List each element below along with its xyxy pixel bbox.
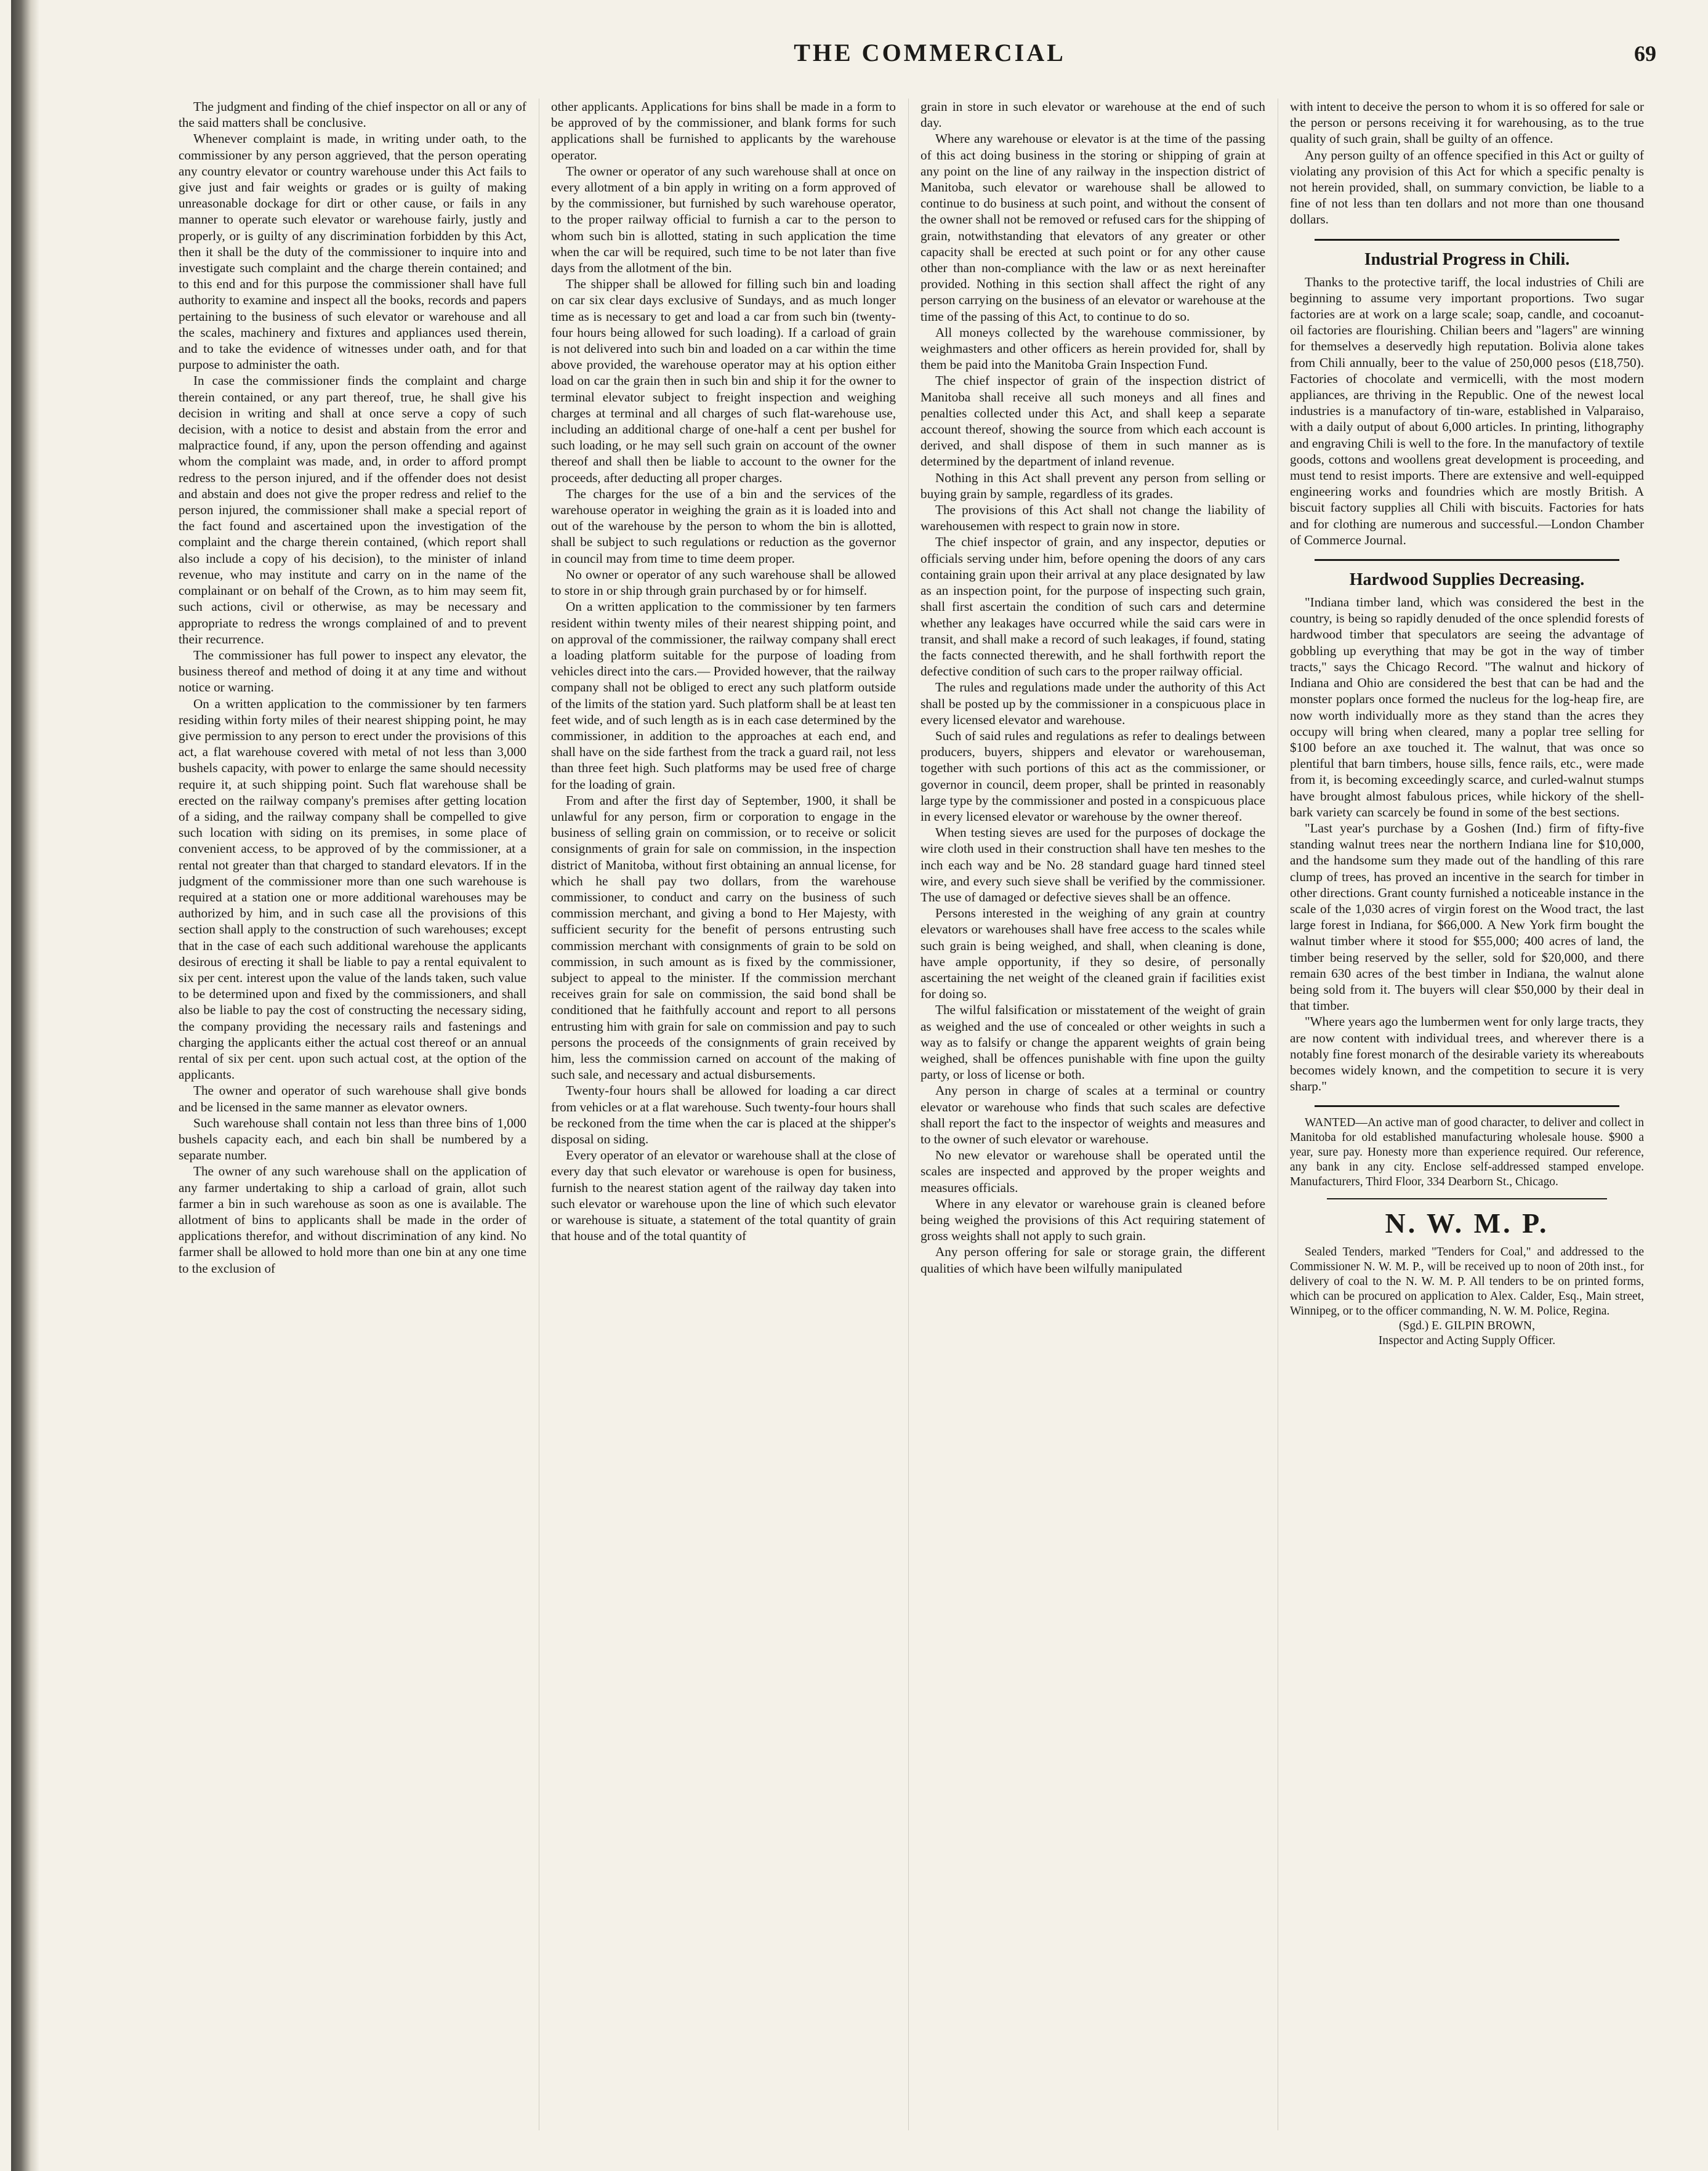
column-1 <box>179 99 526 2143</box>
paragraph: On a written application to the commissioner by ten farmers resident within twenty miles of their nearest shipping point, and on approval of the commissioner, the railway company shall erect a loading platform suitable for the purpose of loading from vehicles direct into the cars.— Provided however, that the railway company shall not be obliged to erect any such platform outside of the limits of the station yard. Such platform shall be at least ten feet wide, and of such length as is in each case determined by the commissioner, in addition to the approaches at each end, and shall have on the side farthest from the track a guard rail, not less than three feet high. Such platforms may be used free of charge for the loading of grain. <box>551 599 896 792</box>
paragraph: "Last year's purchase by a Goshen (Ind.) firm of fifty-five standing walnut trees near the northern Indiana line for $10,000, and the handsome sum they made out of the handling of this rare clump of trees, has proved an incentive in the search for timber in other directions. Grant county furnished a noticeable instance in the scale of the 1,030 acres of virgin forest on the Wood tract, the last large forest in Indiana, for $66,000. A New York firm bought the walnut timber where it stood for $55,000; 400 acres of land, the timber being reserved by the seller, sold for $20,000, and there remain 630 acres of the best timber in Indiana, the walnut alone being sold from it. The buyers will clear $50,000 by their deal in that timber. <box>1290 820 1644 1013</box>
paragraph: with intent to deceive the person to whom it is so offered for sale or the person or persons receiving it for warehousing, as to the true quality of such grain, shall be guilty of an offence. <box>1290 99 1644 147</box>
paragraph: other applicants. Applications for bins shall be made in a form to be approved of by the commissioner, and blank forms for such applications shall be furnished to applicants by the warehouse operator. <box>551 99 896 163</box>
paragraph: Nothing in this Act shall prevent any person from selling or buying grain by sample, regardless of its grades. <box>920 470 1265 501</box>
nwmp-heading: N. W. M. P. <box>1385 1207 1549 1239</box>
column-3 <box>920 99 1265 2143</box>
paragraph: All moneys collected by the warehouse commissioner, by weighmasters and other officers as herein provided for, shall by them be paid into the Manitoba Grain Inspection Fund. <box>920 324 1265 373</box>
masthead-title: THE COMMERCIAL <box>794 39 1066 66</box>
paragraph: The rules and regulations made under the authority of this Act shall be posted up by the commissioner in a conspicuous place in every licensed elevator and warehouse. <box>920 680 1265 727</box>
paragraph: The owner and operator of such warehouse shall give bonds and be licensed in the same manner as elevator owners. <box>179 1083 526 1114</box>
paragraph: When testing sieves are used for the purposes of dockage the wire cloth used in their construction shall have ten meshes to the inch each way and be No. 28 standard guage hard tinned steel wire, and every such sieve shall be verified by the commissioner. The use of damaged or defective sieves shall be an offence. <box>920 825 1265 904</box>
paragraph: "Where years ago the lumbermen went for only large tracts, they are now content with individual trees, and wherever there is a notably fine forest monarch of the desirable variety its whereabouts becomes widely known, and the competition to secure it is very sharp." <box>1290 1014 1644 1094</box>
paragraph: The chief inspector of grain of the inspection district of Manitoba shall receive all such moneys and all fines and penalties collected under this Act, and shall keep a separate account thereof, showing the source from which each account is derived, and shall dispose of them in such manner as is determined by the department of inland revenue. <box>920 373 1265 469</box>
paragraph: grain in store in such elevator or warehouse at the end of such day. <box>920 99 1265 131</box>
paragraph: Such of said rules and regulations as refer to dealings between producers, buyers, shippers and elevator or warehouseman, together with such portions of this act as the commissioner, or governor in council, deem proper, shall be printed in reasonably large type by the commissioner and posted in a conspicuous place in every licensed elevator or warehouse by the owner thereof. <box>920 728 1265 824</box>
nwmp-tender-notice: Sealed Tenders, marked "Tenders for Coal," and addressed to the Commissioner N. W. M. P., will be received up to noon of 20th inst., for delivery of coal to the N. W. M. P. All tenders to be on printed forms, which can be procured on application to Alex. Calder, Esq., Main street, Winnipeg, or to the officer commanding, N. W. M. Police, Regina. <box>1290 1246 1644 1318</box>
paragraph: No new elevator or warehouse shall be operated until the scales are inspected and approved by the proper weights and measures officials. <box>920 1148 1265 1195</box>
scanned-page-edge <box>11 0 39 2171</box>
paragraph: The owner or operator of any such warehouse shall at once on every allotment of a bin apply in writing on a form approved of by the commissioner, but furnished by such warehouse operator, to the proper railway official to furnish a car to the person to whom such bin is allotted, stating in such application the time when the car will be required, such time to be not later than five days from the allotment of the bin. <box>551 163 896 276</box>
paragraph: On a written application to the commissioner by ten farmers residing within forty miles of their nearest shipping point, he may give permission to any person to erect under the provisions of this act, a flat warehouse covered with metal of not less than 3,000 bushels capacity, with power to enlarge the same should necessity require it, at such shipping point. Such flat warehouse shall be erected on the railway company's premises after getting location of a siding, and the railway company shall be compelled to give such location with siding on its premises, in some place of convenient access, to be approved of by the commissioner, at a rental not greater than that charged to standard elevators. If in the judgment of the commissioner more than one such warehouse is required at a station one or more additional warehouses may be authorized by him, and in such case all the provisions of this section shall apply to the construction of such warehouses; except that in the case of each such additional warehouse the applicants desirous of erecting it shall be liable to pay a rental equivalent to six per cent. interest upon the value of the lands taken, such value to be determined upon and fixed by the commissioners, and shall also be liable to pay the cost of constructing the necessary siding, the company providing the necessary rails and fastenings and charging the applicants either the actual cost thereof or an annual rental of six per cent. upon such actual cost, at the option of the applicants. <box>179 696 526 1082</box>
paragraph: Any person in charge of scales at a terminal or country elevator or warehouse who finds that such scales are defective shall report the fact to the inspector of weights and measures and to the owner of such elevator or warehouse. <box>920 1083 1265 1146</box>
wanted-advertisement: WANTED—An active man of good character, to deliver and collect in Manitoba for old established manufacturing wholesale house. $900 a year, sure pay. Honesty more than experience required. Our reference, any bank in any city. Enclose self-addressed stamped envelope. Manufacturers, Third Floor, 334 Dearborn St., Chicago. <box>1290 1116 1644 1189</box>
paragraph: Any person guilty of an offence specified in this Act or guilty of violating any provision of this Act for which a specific penalty is not herein provided, shall, on summary conviction, be liable to a fine of not less than ten dollars and not more than one thousand dollars. <box>1290 147 1644 227</box>
paragraph: Where any warehouse or elevator is at the time of the passing of this act doing business in the storing or shipping of grain at any point on the line of any railway in the inspection district of Manitoba, such elevator or warehouse shall be allowed to continue to do business at such point, and without the consent of the owner shall not be removed or refused cars for the shipping of grain, notwithstanding that elevators of any greater or other capacity shall be erected at such point or for any other cause other than non-compliance with the law or as next hereinafter provided. Nothing in this section shall affect the right of any person carrying on the business of an elevator or warehouse at the time of the passing of this Act, to continue to do so. <box>920 131 1265 324</box>
paragraph: Such warehouse shall contain not less than three bins of 1,000 bushels capacity each, and each bin shall be numbered by a separate number. <box>179 1115 526 1163</box>
paragraph: In case the commissioner finds the complaint and charge therein contained, or any part thereof, true, he shall give his decision in writing and shall at once serve a copy of such decision, with a notice to desist and abstain from the error and malpractice found, if any, upon the person offending and against whom the complaint was made, and, in order to afford prompt redress to the person injured, and if the offender does not desist and abstain and does not give the proper redress and relief to the person injured, the commissioner shall make a special report of the fact found and ascertained upon the investigation of the complaint and the charge therein contained, (which report shall also include a copy of his decision), to the minister of inland revenue, who may institute and carry on in the name of the complainant or on behalf of the Crown, as to him may seem fit, such actions, civil or otherwise, as may be necessary and appropriate to redress the wrongs complained of and to prevent their recurrence. <box>179 373 526 646</box>
page-number: 69 <box>1634 41 1656 66</box>
paragraph: Twenty-four hours shall be allowed for loading a car direct from vehicles or at a flat warehouse. Such twenty-four hours shall be reckoned from the time when the car is placed at the shipper's disposal on siding. <box>551 1083 896 1146</box>
section-rule <box>1327 1198 1607 1199</box>
paragraph: The provisions of this Act shall not change the liability of warehousemen with respect to grain now in store. <box>920 502 1265 534</box>
article-heading-chili: Industrial Progress in Chili. <box>1364 249 1570 269</box>
article-body-chili: Thanks to the protective tariff, the local industries of Chili are beginning to assume very important proportions. Two sugar factories are at work on a large scale; soap, candle, and cocoanut-oil factories are flourishing. Chilian beers and "lagers" are winning for themselves a deservedly high reputation. Bolivia alone takes from Chili annually, beer to the value of 250,000 pesos (£18,750). Factories of chocolate and vermicelli, with the most modern appliances, are thriving in the Republic. One of the newest local industries is a manufactory of tin-ware, established in Valparaiso, with a daily output of about 6,000 articles. In printing, lithography and engraving Chili is well to the fore. In the manufactory of textile goods, cottons and woollens great development is proceeding, and must tend to resist imports. There are extensive and well-equipped engineering works and foundries which are mostly British. A biscuit factory supplies all Chili with biscuits. Factories for hats and for clothing are numerous and successful.—London Chamber of Commerce Journal. <box>1290 274 1644 547</box>
paragraph: "Indiana timber land, which was considered the best in the country, is being so rapidly denuded of the once splendid forests of hardwood timber that speculators are seeing the advantage of gobbling up everything that may be got in the way of timber tracts," says the Chicago Record. "The walnut and hickory of Indiana and Ohio are considered the best that can be had and the monster poplars once formed the nucleus for the log-heap fire, are now worth individually more as they stand than the acres they occupy will bring when cleared, many a poplar tree selling for $100 before an axe touched it. The walnut, that was once so plentiful that barn timbers, house sills, fence rails, etc., were made from it, is becoming exceedingly scarce, and curled-walnut stumps have brought almost fabulous prices, while hickory of the shell-bark variety can scarcely be found in some of the best sections. <box>1290 595 1644 820</box>
paragraph: The chief inspector of grain, and any inspector, deputies or officials serving under him, before opening the doors of any cars containing grain upon their arrival at any place designated by law as an inspection point, for the purpose of inspecting such grain, shall first ascertain the condition of such cars and determine whether any leakages have occurred while the said cars were in transit, and shall make a record of such leakages, if found, stating the facts connected therewith, and he shall forthwith report the defective condition of such cars to the proper railway official. <box>920 534 1265 679</box>
paragraph: The charges for the use of a bin and the services of the warehouse operator in weighing the grain as it is loaded into and out of the warehouse by the person to whom the bin is allotted, shall be subject to such regulations or reduction as the governor in council may from time to time deem proper. <box>551 486 896 566</box>
paragraph: Any person offering for sale or storage grain, the different qualities of which have been wilfully manipulated <box>920 1244 1265 1276</box>
paragraph: The judgment and finding of the chief inspector on all or any of the said matters shall be conclusive. <box>179 99 526 131</box>
paragraph: The wilful falsification or misstatement of the weight of grain as weighed and the use of concealed or other weights in such a way as to falsify or change the apparent weights of grain being weighed, shall be offences punishable with fine upon the guilty party, or loss of license or both. <box>920 1002 1265 1082</box>
paragraph: Whenever complaint is made, in writing under oath, to the commissioner by any person aggrieved, that the person operating any country elevator or country warehouse under this Act fails to give just and fair weights or grades or is guilty of making unreasonable dockage for dirt or other cause, or fails in any manner to operate such elevator or warehouse fairly, justly and properly, or is guilty of any discrimination forbidden by this Act, then it shall be the duty of the commissioner to inquire into and investigate such complaint and the charge therein contained; and to this end and for this purpose the commissioner shall have full authority to examine and inspect all the books, records and papers pertaining to the business of such elevator or warehouse and all the scales, machinery and fixtures and appliances used therein, and to take the evidence of witnesses under oath, and for that purpose to administer the oath. <box>179 131 526 373</box>
column-4 <box>1290 99 1644 2143</box>
article-heading-hardwood: Hardwood Supplies Decreasing. <box>1349 570 1585 590</box>
column-2 <box>551 99 896 2143</box>
paragraph: The owner of any such warehouse shall on the application of any farmer undertaking to ship a carload of grain, allot such farmer a bin in such warehouse as soon as one is available. The allotment of bins to applicants shall be made in the order of applications therefor, and without discrimination of any kind. No farmer shall be allowed to hold more than one bin at any one time to the exclusion of <box>179 1164 526 1276</box>
section-rule <box>1315 1105 1619 1107</box>
paragraph: No owner or operator of any such warehouse shall be allowed to store in or ship through grain purchased by or for himself. <box>551 566 896 598</box>
paragraph: The shipper shall be allowed for filling such bin and loading on car six clear days exclusive of Sundays, and as much longer time as is necessary to get and load a car from such bin (twenty-four hours being allowed for such loading). If a carload of grain is not delivered into such bin and loaded on a car within the time above provided, the warehouse operator may at his option either load on car the grain then in such bin and ship it for the owner to terminal elevator subject to freight inspection and weighing charges at terminal and all charges of such flat-warehouse use, including an additional charge of one-half a cent per bushel for such loading, or he may sell such grain on account of the owner thereof and shall then be liable to account to the owner for the proceeds, after deducting all proper charges. <box>551 276 896 485</box>
column-gutter <box>908 99 909 2130</box>
paragraph: From and after the first day of September, 1900, it shall be unlawful for any person, firm or corporation to engage in the business of selling grain on commission, or to receive or solicit consignments of grain for sale on commission, in the inspection district of Manitoba, without first obtaining an annual license, for which he shall pay two dollars, from the warehouse commissioner, to conduct and carry on the business of such commission merchant, and giving a bond to Her Majesty, with sufficient security for the benefit of persons entrusting such commission merchant with consignments of grain to be sold on commission, in such amount as is fixed by the commissioner, subject to appeal to the minister. If the commission merchant receives grain for sale on commission, the said bond shall be conditioned that he faithfully account and report to all persons entrusting him with grain for sale on commission and pay to such persons the proceeds of the consignments of grain received by him, less the commission carned on account of the making of such sale, and necessary and actual disbursements. <box>551 792 896 1082</box>
paragraph: Persons interested in the weighing of any grain at country elevators or warehouses shall have free access to the scales while such grain is being weighed, and shall, when cleaning is done, have ample opportunity, if they so desire, of personally ascertaining the net weight of the cleaned grain if facilities exist for doing so. <box>920 906 1265 1002</box>
nwmp-signature-title: Inspector and Acting Supply Officer. <box>1378 1334 1556 1348</box>
section-rule <box>1315 559 1619 561</box>
paragraph: The commissioner has full power to inspect any elevator, the business thereof and method of doing it at any time and without notice or warning. <box>179 647 526 695</box>
paragraph: Where in any elevator or warehouse grain is cleaned before being weighed the provisions of this Act requiring statement of gross weights shall not apply to such grain. <box>920 1196 1265 1244</box>
nwmp-signature: (Sgd.) E. GILPIN BROWN, <box>1399 1319 1535 1333</box>
section-rule <box>1315 239 1619 241</box>
paragraph: Every operator of an elevator or warehouse shall at the close of every day that such elevator or warehouse is open for business, furnish to the nearest station agent of the railway day taken into such elevator or warehouse upon the line of which such elevator or warehouse is situate, a statement of the total quantity of grain that house and of the total quantity of <box>551 1148 896 1244</box>
